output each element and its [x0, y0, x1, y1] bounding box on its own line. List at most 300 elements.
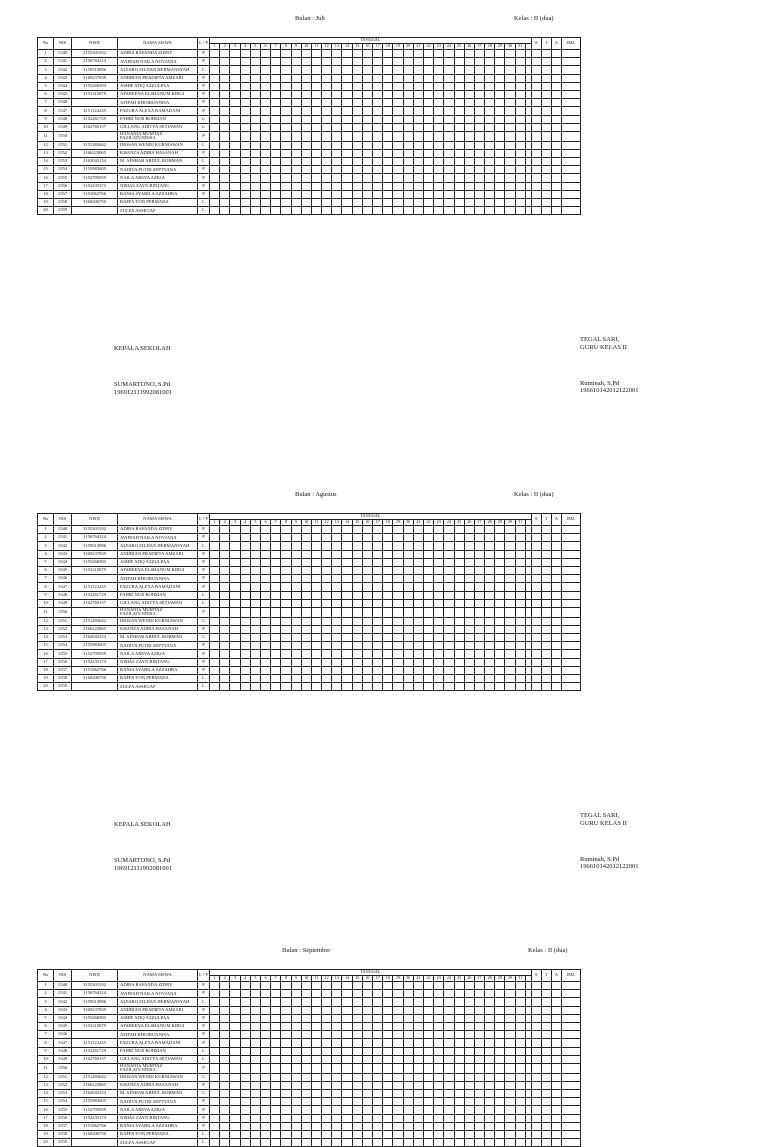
attendance-cell[interactable]	[505, 617, 515, 625]
attendance-cell[interactable]	[434, 542, 444, 550]
attendance-cell[interactable]	[515, 542, 525, 550]
attendance-cell[interactable]	[301, 1081, 311, 1089]
attendance-cell[interactable]	[464, 583, 474, 591]
attendance-cell[interactable]	[332, 1122, 342, 1130]
attendance-cell[interactable]	[342, 633, 352, 641]
attendance-cell[interactable]	[311, 583, 321, 591]
attendance-cell[interactable]	[260, 157, 270, 165]
attendance-cell[interactable]	[393, 50, 403, 58]
attendance-cell[interactable]	[444, 583, 454, 591]
attendance-cell[interactable]	[383, 982, 393, 990]
attendance-cell[interactable]	[505, 558, 515, 566]
attendance-cell[interactable]	[342, 1122, 352, 1130]
attendance-cell[interactable]	[505, 566, 515, 574]
attendance-cell[interactable]	[434, 607, 444, 617]
attendance-cell[interactable]	[281, 1081, 291, 1089]
attendance-cell[interactable]	[485, 591, 495, 599]
attendance-cell[interactable]	[230, 198, 240, 206]
attendance-cell[interactable]	[373, 1106, 383, 1114]
attendance-cell[interactable]	[495, 575, 505, 583]
attendance-cell[interactable]	[474, 683, 484, 691]
attendance-cell[interactable]	[311, 198, 321, 206]
attendance-cell[interactable]	[495, 1039, 505, 1047]
attendance-cell[interactable]	[495, 650, 505, 658]
attendance-cell[interactable]	[352, 617, 362, 625]
attendance-cell[interactable]	[291, 1106, 301, 1114]
attendance-cell[interactable]	[454, 599, 464, 607]
attendance-cell[interactable]	[332, 666, 342, 674]
attendance-cell[interactable]	[301, 998, 311, 1006]
attendance-cell[interactable]	[271, 1089, 281, 1097]
attendance-cell[interactable]	[515, 131, 525, 141]
attendance-cell[interactable]	[281, 591, 291, 599]
attendance-cell[interactable]	[515, 141, 525, 149]
attendance-cell[interactable]	[393, 166, 403, 174]
attendance-cell[interactable]	[505, 683, 515, 691]
attendance-cell[interactable]	[362, 90, 372, 98]
attendance-cell[interactable]	[352, 666, 362, 674]
attendance-cell[interactable]	[413, 1122, 423, 1130]
attendance-cell[interactable]	[454, 58, 464, 66]
attendance-cell[interactable]	[434, 207, 444, 215]
attendance-cell[interactable]	[515, 1006, 525, 1014]
attendance-cell[interactable]	[332, 534, 342, 542]
attendance-cell[interactable]	[291, 1130, 301, 1138]
attendance-cell[interactable]	[373, 74, 383, 82]
attendance-cell[interactable]	[240, 1073, 250, 1081]
attendance-cell[interactable]	[271, 542, 281, 550]
attendance-cell[interactable]	[342, 591, 352, 599]
attendance-cell[interactable]	[301, 575, 311, 583]
attendance-cell[interactable]	[250, 1139, 260, 1147]
attendance-cell[interactable]	[271, 550, 281, 558]
attendance-cell[interactable]	[342, 1047, 352, 1055]
attendance-cell[interactable]	[505, 207, 515, 215]
attendance-cell[interactable]	[352, 131, 362, 141]
attendance-cell[interactable]	[474, 1031, 484, 1039]
attendance-cell[interactable]	[250, 1081, 260, 1089]
attendance-cell[interactable]	[454, 591, 464, 599]
attendance-cell[interactable]	[220, 583, 230, 591]
attendance-cell[interactable]	[434, 107, 444, 115]
attendance-cell[interactable]	[332, 1114, 342, 1122]
attendance-cell[interactable]	[210, 550, 220, 558]
attendance-cell[interactable]	[311, 658, 321, 666]
attendance-cell[interactable]	[434, 674, 444, 682]
attendance-cell[interactable]	[444, 50, 454, 58]
attendance-cell[interactable]	[485, 1055, 495, 1063]
attendance-cell[interactable]	[210, 74, 220, 82]
attendance-cell[interactable]	[362, 683, 372, 691]
attendance-cell[interactable]	[362, 617, 372, 625]
attendance-cell[interactable]	[373, 633, 383, 641]
attendance-cell[interactable]	[352, 642, 362, 650]
attendance-cell[interactable]	[464, 82, 474, 90]
attendance-cell[interactable]	[474, 625, 484, 633]
attendance-cell[interactable]	[495, 1130, 505, 1138]
attendance-cell[interactable]	[260, 1130, 270, 1138]
attendance-cell[interactable]	[464, 66, 474, 74]
attendance-cell[interactable]	[281, 599, 291, 607]
attendance-cell[interactable]	[342, 1098, 352, 1106]
attendance-cell[interactable]	[413, 633, 423, 641]
attendance-cell[interactable]	[474, 566, 484, 574]
attendance-cell[interactable]	[332, 99, 342, 107]
attendance-cell[interactable]	[332, 58, 342, 66]
attendance-cell[interactable]	[403, 526, 413, 534]
attendance-cell[interactable]	[505, 1063, 515, 1073]
attendance-cell[interactable]	[454, 617, 464, 625]
attendance-cell[interactable]	[485, 99, 495, 107]
attendance-cell[interactable]	[260, 998, 270, 1006]
attendance-cell[interactable]	[301, 207, 311, 215]
attendance-cell[interactable]	[454, 998, 464, 1006]
attendance-cell[interactable]	[495, 174, 505, 182]
attendance-cell[interactable]	[515, 123, 525, 131]
attendance-cell[interactable]	[352, 1089, 362, 1097]
attendance-cell[interactable]	[413, 99, 423, 107]
attendance-cell[interactable]	[230, 107, 240, 115]
attendance-cell[interactable]	[220, 99, 230, 107]
attendance-cell[interactable]	[220, 990, 230, 998]
attendance-cell[interactable]	[495, 1081, 505, 1089]
attendance-cell[interactable]	[291, 207, 301, 215]
attendance-cell[interactable]	[454, 625, 464, 633]
attendance-cell[interactable]	[474, 1055, 484, 1063]
attendance-cell[interactable]	[250, 58, 260, 66]
attendance-cell[interactable]	[291, 1139, 301, 1147]
attendance-cell[interactable]	[260, 82, 270, 90]
attendance-cell[interactable]	[352, 542, 362, 550]
attendance-cell[interactable]	[230, 633, 240, 641]
attendance-cell[interactable]	[250, 566, 260, 574]
attendance-cell[interactable]	[403, 575, 413, 583]
attendance-cell[interactable]	[515, 50, 525, 58]
attendance-cell[interactable]	[403, 207, 413, 215]
attendance-cell[interactable]	[301, 599, 311, 607]
attendance-cell[interactable]	[260, 207, 270, 215]
attendance-cell[interactable]	[464, 149, 474, 157]
attendance-cell[interactable]	[383, 174, 393, 182]
attendance-cell[interactable]	[352, 166, 362, 174]
attendance-cell[interactable]	[342, 1063, 352, 1073]
attendance-cell[interactable]	[260, 617, 270, 625]
attendance-cell[interactable]	[444, 1114, 454, 1122]
attendance-cell[interactable]	[291, 141, 301, 149]
attendance-cell[interactable]	[485, 174, 495, 182]
attendance-cell[interactable]	[495, 82, 505, 90]
attendance-cell[interactable]	[383, 99, 393, 107]
attendance-cell[interactable]	[393, 1039, 403, 1047]
attendance-cell[interactable]	[362, 1081, 372, 1089]
attendance-cell[interactable]	[454, 82, 464, 90]
attendance-cell[interactable]	[505, 157, 515, 165]
attendance-cell[interactable]	[403, 157, 413, 165]
attendance-cell[interactable]	[474, 90, 484, 98]
attendance-cell[interactable]	[434, 1130, 444, 1138]
attendance-cell[interactable]	[332, 1139, 342, 1147]
attendance-cell[interactable]	[474, 1114, 484, 1122]
attendance-cell[interactable]	[311, 642, 321, 650]
attendance-cell[interactable]	[250, 149, 260, 157]
attendance-cell[interactable]	[505, 1006, 515, 1014]
attendance-cell[interactable]	[210, 1039, 220, 1047]
attendance-cell[interactable]	[434, 982, 444, 990]
attendance-cell[interactable]	[332, 683, 342, 691]
attendance-cell[interactable]	[271, 666, 281, 674]
attendance-cell[interactable]	[220, 674, 230, 682]
attendance-cell[interactable]	[301, 617, 311, 625]
attendance-cell[interactable]	[260, 198, 270, 206]
attendance-cell[interactable]	[260, 575, 270, 583]
attendance-cell[interactable]	[474, 998, 484, 1006]
attendance-cell[interactable]	[210, 50, 220, 58]
attendance-cell[interactable]	[413, 683, 423, 691]
attendance-cell[interactable]	[383, 998, 393, 1006]
attendance-cell[interactable]	[454, 1039, 464, 1047]
attendance-cell[interactable]	[311, 1055, 321, 1063]
attendance-cell[interactable]	[240, 1130, 250, 1138]
attendance-cell[interactable]	[220, 998, 230, 1006]
attendance-cell[interactable]	[332, 123, 342, 131]
attendance-cell[interactable]	[373, 131, 383, 141]
attendance-cell[interactable]	[332, 1047, 342, 1055]
attendance-cell[interactable]	[444, 115, 454, 123]
attendance-cell[interactable]	[240, 157, 250, 165]
attendance-cell[interactable]	[444, 650, 454, 658]
attendance-cell[interactable]	[413, 583, 423, 591]
attendance-cell[interactable]	[454, 990, 464, 998]
attendance-cell[interactable]	[260, 566, 270, 574]
attendance-cell[interactable]	[240, 1006, 250, 1014]
attendance-cell[interactable]	[250, 1039, 260, 1047]
attendance-cell[interactable]	[464, 617, 474, 625]
attendance-cell[interactable]	[464, 58, 474, 66]
attendance-cell[interactable]	[352, 90, 362, 98]
attendance-cell[interactable]	[342, 642, 352, 650]
attendance-cell[interactable]	[230, 207, 240, 215]
attendance-cell[interactable]	[342, 141, 352, 149]
attendance-cell[interactable]	[332, 157, 342, 165]
attendance-cell[interactable]	[311, 74, 321, 82]
attendance-cell[interactable]	[210, 1006, 220, 1014]
attendance-cell[interactable]	[311, 1139, 321, 1147]
attendance-cell[interactable]	[352, 1031, 362, 1039]
attendance-cell[interactable]	[383, 66, 393, 74]
attendance-cell[interactable]	[373, 599, 383, 607]
attendance-cell[interactable]	[271, 131, 281, 141]
attendance-cell[interactable]	[454, 66, 464, 74]
attendance-cell[interactable]	[352, 575, 362, 583]
attendance-cell[interactable]	[342, 115, 352, 123]
attendance-cell[interactable]	[311, 50, 321, 58]
attendance-cell[interactable]	[495, 190, 505, 198]
attendance-cell[interactable]	[383, 149, 393, 157]
attendance-cell[interactable]	[373, 591, 383, 599]
attendance-cell[interactable]	[515, 1130, 525, 1138]
attendance-cell[interactable]	[281, 99, 291, 107]
attendance-cell[interactable]	[505, 1122, 515, 1130]
attendance-cell[interactable]	[220, 1031, 230, 1039]
attendance-cell[interactable]	[393, 174, 403, 182]
attendance-cell[interactable]	[311, 141, 321, 149]
attendance-cell[interactable]	[342, 99, 352, 107]
attendance-cell[interactable]	[260, 599, 270, 607]
attendance-cell[interactable]	[464, 1122, 474, 1130]
attendance-cell[interactable]	[332, 583, 342, 591]
attendance-cell[interactable]	[383, 90, 393, 98]
attendance-cell[interactable]	[332, 174, 342, 182]
attendance-cell[interactable]	[485, 558, 495, 566]
attendance-cell[interactable]	[210, 599, 220, 607]
attendance-cell[interactable]	[444, 1106, 454, 1114]
attendance-cell[interactable]	[291, 650, 301, 658]
attendance-cell[interactable]	[250, 633, 260, 641]
attendance-cell[interactable]	[403, 566, 413, 574]
attendance-cell[interactable]	[332, 1039, 342, 1047]
attendance-cell[interactable]	[230, 123, 240, 131]
attendance-cell[interactable]	[210, 998, 220, 1006]
attendance-cell[interactable]	[393, 990, 403, 998]
attendance-cell[interactable]	[434, 182, 444, 190]
attendance-cell[interactable]	[413, 617, 423, 625]
attendance-cell[interactable]	[362, 650, 372, 658]
attendance-cell[interactable]	[291, 1122, 301, 1130]
attendance-cell[interactable]	[311, 566, 321, 574]
attendance-cell[interactable]	[474, 149, 484, 157]
attendance-cell[interactable]	[505, 607, 515, 617]
attendance-cell[interactable]	[291, 123, 301, 131]
attendance-cell[interactable]	[464, 50, 474, 58]
attendance-cell[interactable]	[403, 982, 413, 990]
attendance-cell[interactable]	[311, 182, 321, 190]
attendance-cell[interactable]	[515, 982, 525, 990]
attendance-cell[interactable]	[464, 190, 474, 198]
attendance-cell[interactable]	[301, 1006, 311, 1014]
attendance-cell[interactable]	[271, 157, 281, 165]
attendance-cell[interactable]	[220, 633, 230, 641]
attendance-cell[interactable]	[434, 642, 444, 650]
attendance-cell[interactable]	[271, 1047, 281, 1055]
attendance-cell[interactable]	[260, 1014, 270, 1022]
attendance-cell[interactable]	[413, 599, 423, 607]
attendance-cell[interactable]	[454, 1055, 464, 1063]
attendance-cell[interactable]	[474, 633, 484, 641]
attendance-cell[interactable]	[260, 1047, 270, 1055]
attendance-cell[interactable]	[342, 666, 352, 674]
attendance-cell[interactable]	[505, 1047, 515, 1055]
attendance-cell[interactable]	[485, 1106, 495, 1114]
attendance-cell[interactable]	[495, 583, 505, 591]
attendance-cell[interactable]	[260, 542, 270, 550]
attendance-cell[interactable]	[281, 583, 291, 591]
attendance-cell[interactable]	[291, 591, 301, 599]
attendance-cell[interactable]	[362, 1122, 372, 1130]
attendance-cell[interactable]	[505, 1130, 515, 1138]
attendance-cell[interactable]	[383, 666, 393, 674]
attendance-cell[interactable]	[393, 141, 403, 149]
attendance-cell[interactable]	[505, 534, 515, 542]
attendance-cell[interactable]	[464, 591, 474, 599]
attendance-cell[interactable]	[434, 1047, 444, 1055]
attendance-cell[interactable]	[464, 526, 474, 534]
attendance-cell[interactable]	[383, 575, 393, 583]
attendance-cell[interactable]	[210, 107, 220, 115]
attendance-cell[interactable]	[342, 190, 352, 198]
attendance-cell[interactable]	[434, 599, 444, 607]
attendance-cell[interactable]	[271, 107, 281, 115]
attendance-cell[interactable]	[271, 566, 281, 574]
attendance-cell[interactable]	[515, 998, 525, 1006]
attendance-cell[interactable]	[423, 1006, 433, 1014]
attendance-cell[interactable]	[423, 998, 433, 1006]
attendance-cell[interactable]	[434, 1106, 444, 1114]
attendance-cell[interactable]	[342, 1114, 352, 1122]
attendance-cell[interactable]	[464, 599, 474, 607]
attendance-cell[interactable]	[505, 1098, 515, 1106]
attendance-cell[interactable]	[464, 1055, 474, 1063]
attendance-cell[interactable]	[393, 658, 403, 666]
attendance-cell[interactable]	[434, 1139, 444, 1147]
attendance-cell[interactable]	[271, 1106, 281, 1114]
attendance-cell[interactable]	[271, 534, 281, 542]
attendance-cell[interactable]	[505, 166, 515, 174]
attendance-cell[interactable]	[260, 1006, 270, 1014]
attendance-cell[interactable]	[444, 607, 454, 617]
attendance-cell[interactable]	[260, 550, 270, 558]
attendance-cell[interactable]	[474, 66, 484, 74]
attendance-cell[interactable]	[454, 1130, 464, 1138]
attendance-cell[interactable]	[444, 1089, 454, 1097]
attendance-cell[interactable]	[301, 90, 311, 98]
attendance-cell[interactable]	[393, 542, 403, 550]
attendance-cell[interactable]	[240, 998, 250, 1006]
attendance-cell[interactable]	[230, 982, 240, 990]
attendance-cell[interactable]	[485, 550, 495, 558]
attendance-cell[interactable]	[515, 207, 525, 215]
attendance-cell[interactable]	[271, 1139, 281, 1147]
attendance-cell[interactable]	[423, 1073, 433, 1081]
attendance-cell[interactable]	[281, 174, 291, 182]
attendance-cell[interactable]	[454, 74, 464, 82]
attendance-cell[interactable]	[332, 599, 342, 607]
attendance-cell[interactable]	[281, 1047, 291, 1055]
attendance-cell[interactable]	[332, 625, 342, 633]
attendance-cell[interactable]	[485, 166, 495, 174]
attendance-cell[interactable]	[311, 1014, 321, 1022]
attendance-cell[interactable]	[291, 550, 301, 558]
attendance-cell[interactable]	[271, 50, 281, 58]
attendance-cell[interactable]	[332, 198, 342, 206]
attendance-cell[interactable]	[301, 123, 311, 131]
attendance-cell[interactable]	[311, 157, 321, 165]
attendance-cell[interactable]	[322, 1006, 332, 1014]
attendance-cell[interactable]	[423, 1139, 433, 1147]
attendance-cell[interactable]	[485, 607, 495, 617]
attendance-cell[interactable]	[505, 66, 515, 74]
attendance-cell[interactable]	[332, 575, 342, 583]
attendance-cell[interactable]	[413, 1114, 423, 1122]
attendance-cell[interactable]	[413, 1081, 423, 1089]
attendance-cell[interactable]	[342, 683, 352, 691]
attendance-cell[interactable]	[362, 583, 372, 591]
attendance-cell[interactable]	[342, 182, 352, 190]
attendance-cell[interactable]	[464, 1047, 474, 1055]
attendance-cell[interactable]	[393, 99, 403, 107]
attendance-cell[interactable]	[362, 198, 372, 206]
attendance-cell[interactable]	[495, 591, 505, 599]
attendance-cell[interactable]	[362, 534, 372, 542]
